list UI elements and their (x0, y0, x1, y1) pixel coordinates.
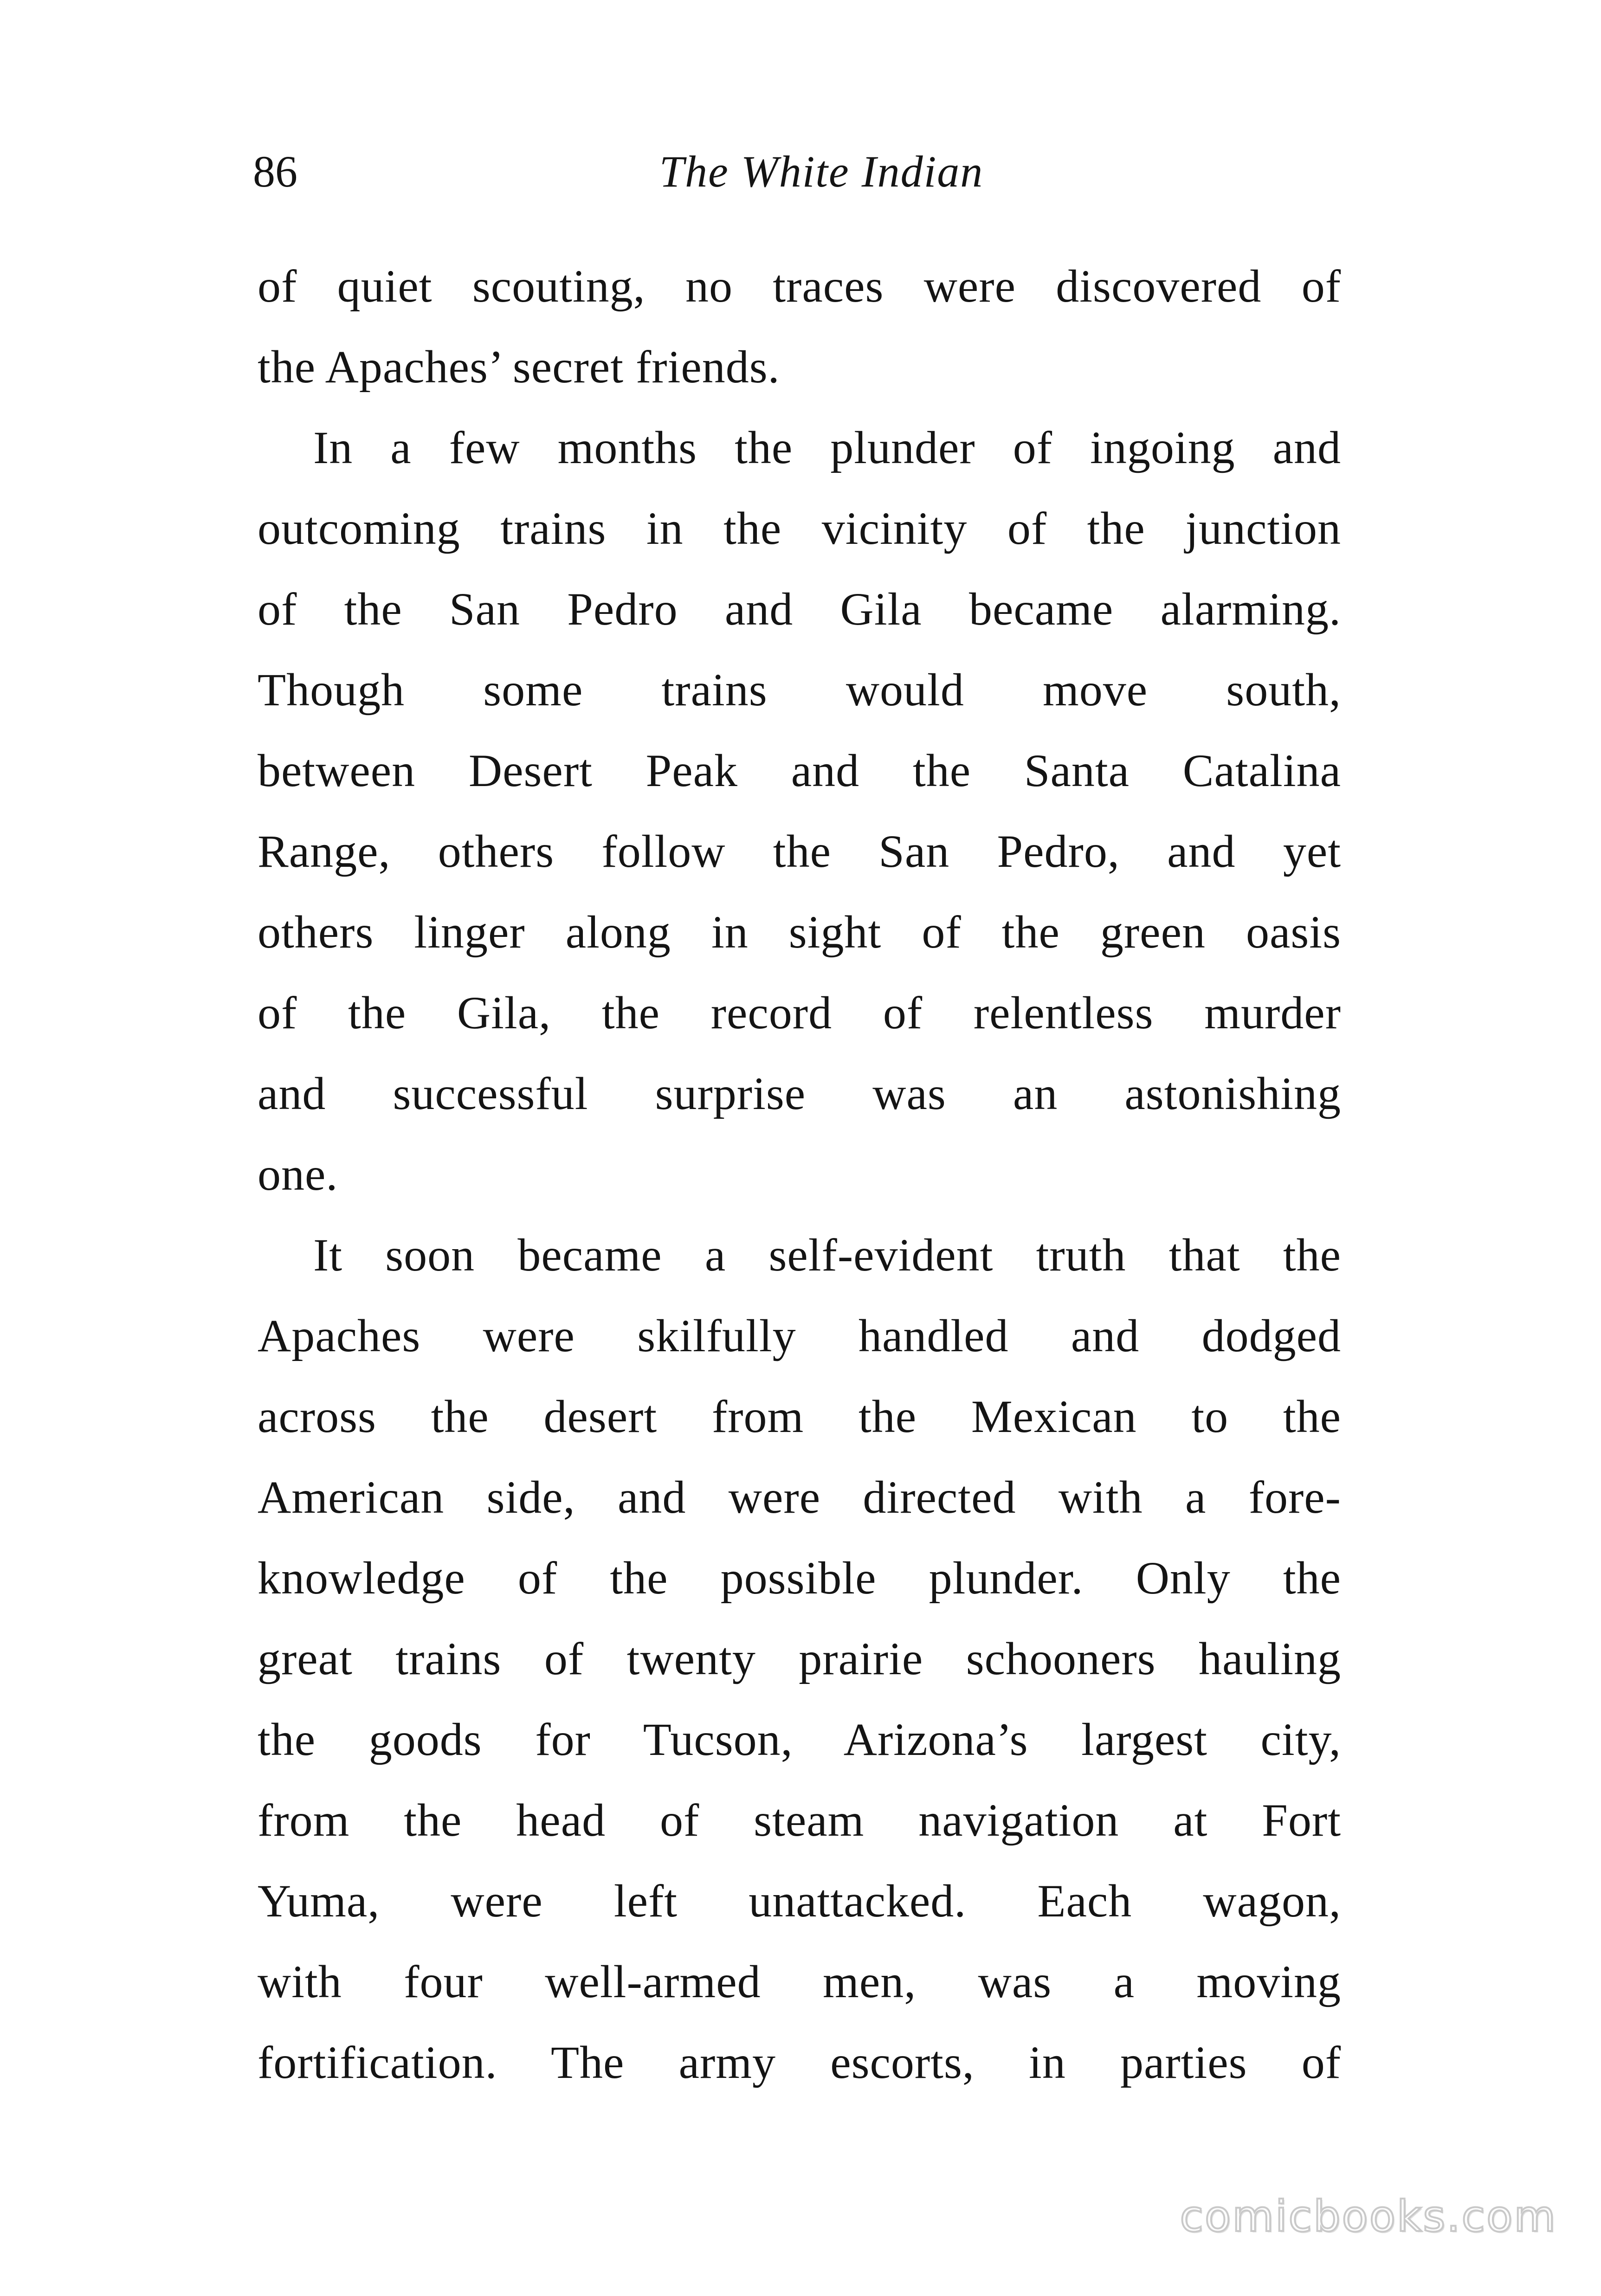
page-number: 86 (253, 147, 297, 196)
text-line: outcoming trains in the vicinity of the junction (258, 503, 1341, 554)
text-line: the Apaches’ secret friends. (258, 341, 780, 393)
text-line: of the San Pedro and Gila became alarming. (258, 583, 1341, 635)
text-line: the goods for Tucson, Arizona’s largest city, (258, 1714, 1341, 1765)
text-line: Range, others follow the San Pedro, and yet (258, 826, 1341, 877)
text-line: with four well-armed men, was a moving (258, 1956, 1341, 2007)
text-line: others linger along in sight of the green oasis (258, 906, 1341, 958)
text-line: between Desert Peak and the Santa Catalina (258, 745, 1341, 796)
text-line: It soon became a self-evident truth that the (313, 1229, 1341, 1281)
text-line: and successful surprise was an astonishing (258, 1068, 1341, 1119)
text-line: one. (258, 1148, 338, 1200)
text-line: Yuma, were left unattacked. Each wagon, (258, 1875, 1341, 1927)
text-line: fortification. The army escorts, in parties of (258, 2037, 1341, 2088)
text-line: of quiet scouting, no traces were discovered of (258, 260, 1341, 312)
text-line: Apaches were skilfully handled and dodged (258, 1310, 1341, 1361)
running-title: The White Indian (659, 147, 984, 196)
text-line: American side, and were directed with a fore- (258, 1471, 1341, 1523)
text-line: from the head of steam navigation at Fort (258, 1794, 1341, 1846)
text-line: across the desert from the Mexican to the (258, 1391, 1341, 1442)
page-header (253, 139, 1339, 204)
watermark: comicbooks.com (1180, 2192, 1557, 2241)
body-text (258, 246, 1341, 2103)
text-line: great trains of twenty prairie schooners hauling (258, 1633, 1341, 1684)
text-line: Though some trains would move south, (258, 664, 1341, 716)
text-line: of the Gila, the record of relentless murder (258, 987, 1341, 1038)
text-line: knowledge of the possible plunder. Only the (258, 1552, 1341, 1604)
text-line: In a few months the plunder of ingoing and (313, 422, 1341, 473)
